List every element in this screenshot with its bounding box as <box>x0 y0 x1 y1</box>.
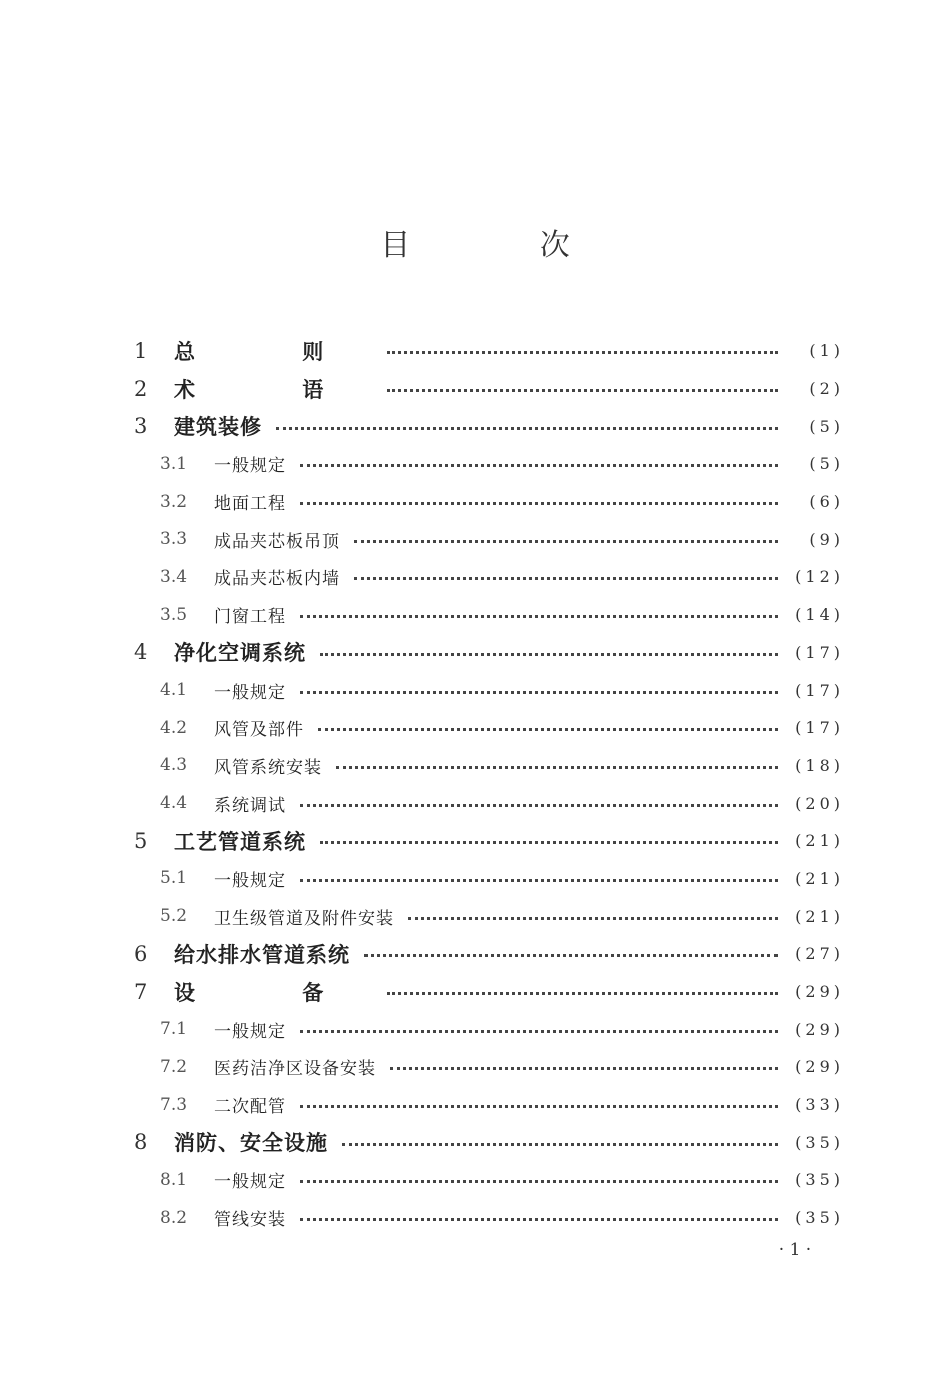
toc-entry-title: 二次配管 <box>214 1097 286 1118</box>
toc-entry-number: 4.1 <box>160 680 188 701</box>
toc-entry-number: 5.1 <box>160 868 188 889</box>
toc-leader-dots <box>300 464 778 467</box>
toc-leader-dots <box>354 540 778 543</box>
toc-entry-page: (29) <box>795 1057 844 1077</box>
toc-entry-number: 3.5 <box>160 604 188 625</box>
toc-entry-title: 一般规定 <box>214 682 286 703</box>
toc-entry[interactable] <box>134 1010 844 1048</box>
toc-entry-number: 3.2 <box>160 491 188 512</box>
toc-entry[interactable] <box>134 822 844 860</box>
toc-entry-number: 4.3 <box>160 755 188 776</box>
toc-leader-dots <box>387 389 778 392</box>
toc-leader-dots <box>387 351 778 354</box>
toc-entry-page: (21) <box>795 868 844 888</box>
toc-leader-dots <box>342 1143 778 1146</box>
toc-entry-page: (5) <box>809 454 844 474</box>
toc-entry[interactable] <box>134 747 844 785</box>
toc-entry-page: (17) <box>795 718 844 738</box>
toc-leader-dots <box>408 917 778 920</box>
toc-entry-number: 7.3 <box>160 1094 188 1115</box>
toc-entry-page: (35) <box>795 1208 844 1228</box>
toc-leader-dots <box>336 766 778 769</box>
toc-entry-title: 地面工程 <box>214 494 286 515</box>
toc-leader-dots <box>300 1218 778 1221</box>
toc-entry-page: (29) <box>795 1019 844 1039</box>
toc-leader-dots <box>390 1067 778 1070</box>
toc-entry-title: 卫生级管道及附件安装 <box>214 908 394 929</box>
toc-entry[interactable] <box>134 897 844 935</box>
toc-entry-page: (20) <box>795 793 844 813</box>
toc-entry[interactable] <box>134 973 844 1011</box>
toc-entry-number: 1 <box>134 338 148 363</box>
toc-entry-title: 成品夹芯板吊顶 <box>214 531 340 552</box>
toc-entry[interactable] <box>134 1199 844 1237</box>
toc-entry-title: 成品夹芯板内墙 <box>214 569 340 590</box>
toc-entry-title: 给水排水管道系统 <box>174 941 350 967</box>
toc-entry[interactable] <box>134 370 844 408</box>
toc-entry[interactable] <box>134 1161 844 1199</box>
toc-entry-number: 3.1 <box>160 453 188 474</box>
toc-entry-number: 8 <box>134 1130 148 1155</box>
toc-leader-dots <box>300 804 778 807</box>
toc-leader-dots <box>300 502 778 505</box>
toc-entry-page: (29) <box>795 982 844 1002</box>
toc-entry[interactable] <box>134 935 844 973</box>
toc-entry-number: 5.2 <box>160 906 188 927</box>
toc-leader-dots <box>300 1030 778 1033</box>
toc-entry-number: 5 <box>134 828 148 853</box>
toc-entry[interactable] <box>134 520 844 558</box>
toc-leader-dots <box>300 615 778 618</box>
page-title: 目 次 <box>380 228 630 263</box>
toc-leader-dots <box>318 728 778 731</box>
toc-leader-dots <box>276 427 778 430</box>
toc-entry-title: 总 则 <box>174 338 374 364</box>
toc-entry-title: 术 语 <box>174 376 374 402</box>
toc-entry-page: (9) <box>809 529 844 549</box>
toc-entry[interactable] <box>134 709 844 747</box>
toc-entry-page: (21) <box>795 831 844 851</box>
toc-entry-page: (17) <box>795 680 844 700</box>
toc-entry[interactable] <box>134 596 844 634</box>
toc-entry-number: 3.4 <box>160 566 188 587</box>
toc-entry-title: 消防、安全设施 <box>174 1130 328 1156</box>
toc-leader-dots <box>300 879 778 882</box>
toc-entry-page: (18) <box>795 755 844 775</box>
toc-entry-title: 工艺管道系统 <box>174 828 306 854</box>
toc-entry[interactable] <box>134 1086 844 1124</box>
toc-entry-page: (1) <box>809 341 844 361</box>
toc-entry-number: 3 <box>134 414 148 439</box>
toc-entry[interactable] <box>134 1048 844 1086</box>
toc-leader-dots <box>300 1180 778 1183</box>
toc-entry[interactable] <box>134 860 844 898</box>
toc-entry-page: (12) <box>795 567 844 587</box>
toc-entry[interactable] <box>134 1123 844 1161</box>
toc-entry-title: 风管系统安装 <box>214 757 322 778</box>
toc-entry[interactable] <box>134 634 844 672</box>
toc-entry[interactable] <box>134 784 844 822</box>
toc-entry-number: 8.1 <box>160 1169 188 1190</box>
toc-entry-number: 6 <box>134 941 148 966</box>
toc-entry-title: 系统调试 <box>214 795 286 816</box>
toc-leader-dots <box>320 841 778 844</box>
toc-entry-number: 2 <box>134 376 148 401</box>
toc-leader-dots <box>300 691 778 694</box>
toc-entry[interactable] <box>134 558 844 596</box>
toc-entry-number: 7.1 <box>160 1019 188 1040</box>
toc-entry-number: 8.2 <box>160 1207 188 1228</box>
toc-entry-title: 一般规定 <box>214 1021 286 1042</box>
toc-entry-number: 4 <box>134 640 148 665</box>
toc-leader-dots <box>387 992 778 995</box>
toc-entry[interactable] <box>134 445 844 483</box>
toc-entry-page: (2) <box>809 379 844 399</box>
toc-entry-page: (33) <box>795 1095 844 1115</box>
page-number: · 1 · <box>778 1240 812 1260</box>
toc-entry-page: (35) <box>795 1170 844 1190</box>
toc-entry-title: 净化空调系统 <box>174 640 306 666</box>
toc-entry-title: 门窗工程 <box>214 607 286 628</box>
toc-entry-title: 设 备 <box>174 979 374 1005</box>
toc-entry[interactable] <box>134 332 844 370</box>
toc-leader-dots <box>300 1105 778 1108</box>
toc-entry-number: 7 <box>134 979 148 1004</box>
toc-entry-page: (17) <box>795 642 844 662</box>
toc-entry-number: 4.4 <box>160 793 188 814</box>
toc-leader-dots <box>364 954 778 957</box>
toc-entry[interactable] <box>134 407 844 445</box>
toc-entry-number: 3.3 <box>160 529 188 550</box>
toc-entry-page: (35) <box>795 1132 844 1152</box>
toc-entry-title: 管线安装 <box>214 1210 286 1231</box>
toc-entry-page: (5) <box>809 416 844 436</box>
table-of-contents <box>134 332 844 1237</box>
toc-entry-number: 7.2 <box>160 1056 188 1077</box>
toc-entry-number: 4.2 <box>160 717 188 738</box>
toc-entry-page: (6) <box>809 492 844 512</box>
toc-entry-page: (14) <box>795 605 844 625</box>
toc-leader-dots <box>354 577 778 580</box>
toc-leader-dots <box>320 653 778 656</box>
toc-entry-page: (27) <box>795 944 844 964</box>
toc-entry-title: 风管及部件 <box>214 720 304 741</box>
toc-entry-title: 一般规定 <box>214 456 286 477</box>
toc-entry[interactable] <box>134 483 844 521</box>
toc-entry[interactable] <box>134 671 844 709</box>
toc-entry-title: 一般规定 <box>214 1172 286 1193</box>
toc-entry-title: 建筑装修 <box>174 414 262 440</box>
toc-entry-title: 一般规定 <box>214 870 286 891</box>
toc-entry-page: (21) <box>795 906 844 926</box>
toc-entry-title: 医药洁净区设备安装 <box>214 1059 376 1080</box>
